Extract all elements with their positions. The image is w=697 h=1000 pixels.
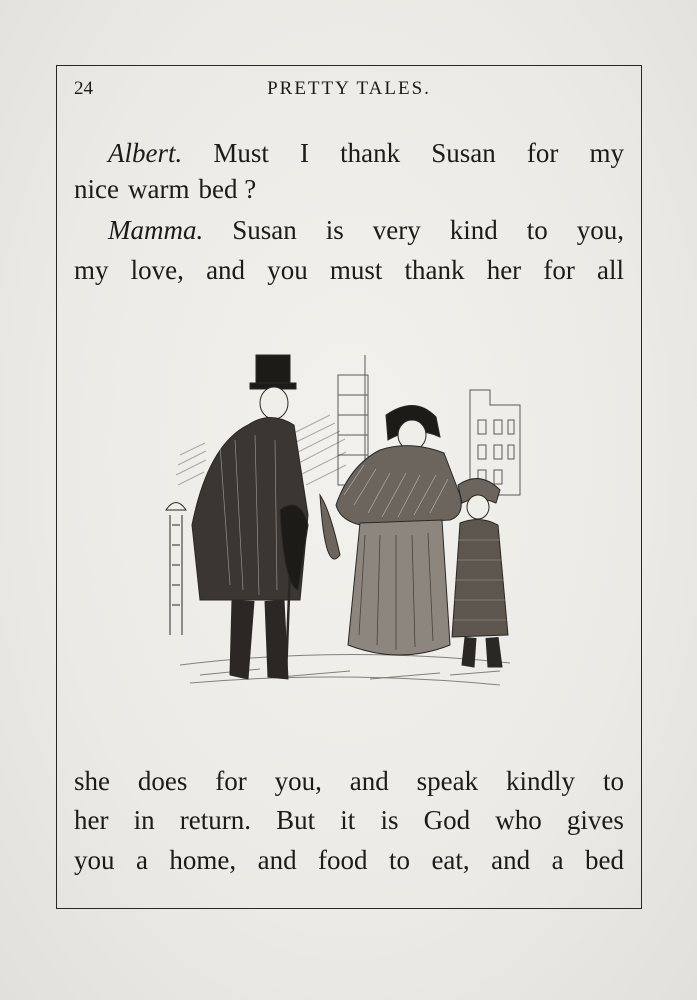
gentleman-figure — [192, 355, 308, 679]
word: and — [491, 845, 531, 875]
word: you — [267, 255, 308, 285]
text-line-5 — [74, 764, 624, 798]
word: home, — [169, 845, 237, 875]
word: gives — [566, 805, 624, 835]
text-line-6 — [74, 803, 624, 837]
street-post — [166, 503, 186, 636]
word: it — [340, 805, 356, 835]
word: you — [74, 845, 115, 875]
word: Must — [213, 138, 269, 168]
text-line-2 — [74, 172, 624, 206]
word: who — [495, 805, 542, 835]
word: God — [423, 805, 471, 835]
word: for — [543, 255, 575, 285]
word: my — [589, 138, 624, 168]
page-header — [58, 78, 640, 104]
word: is — [380, 805, 399, 835]
word: all — [596, 255, 624, 285]
word: to — [602, 766, 624, 796]
text-line-3 — [108, 213, 624, 247]
word: and — [349, 766, 389, 796]
word: her — [74, 805, 109, 835]
word: in — [133, 805, 155, 835]
word: eat, — [431, 845, 470, 875]
word: for — [526, 138, 559, 168]
speaker-mamma: Mamma. — [108, 215, 204, 245]
word: speak — [416, 766, 479, 796]
word: a — [135, 845, 148, 875]
text-line-4 — [74, 253, 624, 287]
word: Susan — [431, 138, 496, 168]
word: to — [388, 845, 410, 875]
word: you, — [576, 215, 624, 245]
old-woman-figure — [320, 405, 461, 655]
word: Susan — [232, 215, 297, 245]
page-number: 24 — [74, 78, 93, 99]
word: But — [276, 805, 316, 835]
word: food — [318, 845, 368, 875]
word: thank — [404, 255, 465, 285]
word: and — [257, 845, 297, 875]
word: and — [206, 255, 246, 285]
word: to — [526, 215, 548, 245]
word: bed ? — [198, 174, 257, 204]
word: her — [486, 255, 522, 285]
word: must — [329, 255, 383, 285]
word: for — [215, 766, 247, 796]
text-line-7 — [74, 843, 624, 877]
word: does — [137, 766, 188, 796]
word: she — [74, 766, 110, 796]
running-title: PRETTY TALES. — [267, 78, 431, 99]
word: my — [74, 255, 109, 285]
word: kind — [449, 215, 498, 245]
word: return. — [179, 805, 251, 835]
word: very — [372, 215, 421, 245]
engraving-illustration — [160, 345, 530, 700]
text-line-1 — [108, 136, 624, 170]
word: you, — [274, 766, 322, 796]
word: warm — [127, 174, 190, 204]
ground-shading — [180, 654, 510, 685]
word: bed — [585, 845, 624, 875]
word: kindly — [506, 766, 576, 796]
word: I — [300, 138, 309, 168]
word: a — [551, 845, 564, 875]
word: is — [325, 215, 344, 245]
speaker-albert: Albert. — [108, 138, 183, 168]
word: thank — [340, 138, 401, 168]
word: nice — [74, 174, 119, 204]
word: love, — [130, 255, 184, 285]
